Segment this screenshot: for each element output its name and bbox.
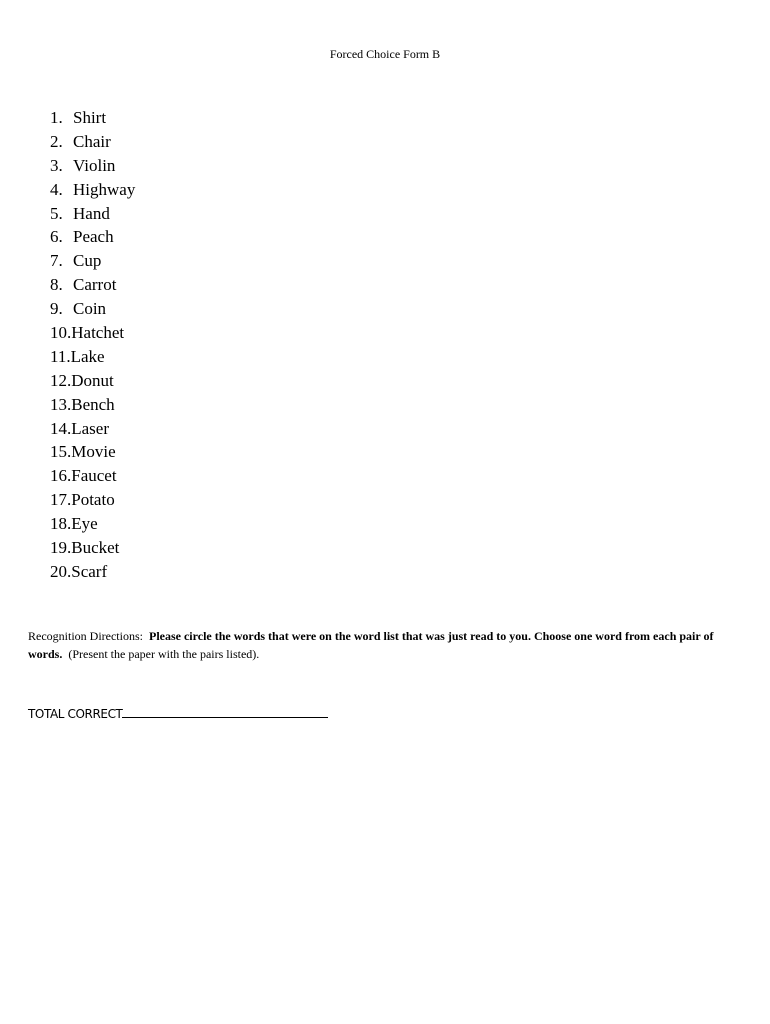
item-number: 14. xyxy=(50,418,72,438)
total-correct-label: TOTAL CORRECT xyxy=(28,707,123,721)
item-number: 11. xyxy=(50,346,71,366)
item-word: Laser xyxy=(71,418,110,438)
item-word: Bucket xyxy=(71,538,120,558)
item-number: 9. xyxy=(50,299,63,319)
list-item xyxy=(50,130,135,154)
item-number: 12. xyxy=(50,370,72,390)
page-title: Forced Choice Form B xyxy=(329,47,441,61)
list-item xyxy=(50,249,135,273)
item-number: 10. xyxy=(50,323,72,343)
item-word: Bench xyxy=(71,394,115,414)
item-number: 18. xyxy=(50,514,72,534)
list-item xyxy=(50,560,135,584)
list-item xyxy=(50,297,135,321)
total-correct-blank xyxy=(122,706,328,718)
item-number: 13. xyxy=(50,394,72,414)
list-item xyxy=(50,369,135,393)
total-correct-line xyxy=(28,706,328,722)
list-item xyxy=(50,178,135,202)
item-number: 5. xyxy=(50,203,63,223)
list-item xyxy=(50,106,135,130)
item-number: 19. xyxy=(50,538,72,558)
list-item xyxy=(50,440,135,464)
item-word: Movie xyxy=(71,442,116,462)
list-item xyxy=(50,417,135,441)
item-word: Donut xyxy=(71,370,114,390)
directions-note: (Present the paper with the pairs listed). xyxy=(68,647,260,661)
item-number: 8. xyxy=(50,275,63,295)
item-word: Scarf xyxy=(71,561,108,581)
directions-instruction: Please circle the words that were on the word list that was just read to you. Choose one word from each pair of words. xyxy=(28,629,714,661)
item-number: 2. xyxy=(50,131,63,151)
list-item xyxy=(50,273,135,297)
word-list xyxy=(50,106,135,584)
item-word: Cup xyxy=(73,251,102,271)
list-item xyxy=(50,321,135,345)
item-number: 17. xyxy=(50,490,72,510)
item-word: Chair xyxy=(73,131,111,151)
list-item xyxy=(50,393,135,417)
list-item xyxy=(50,512,135,536)
directions-label: Recognition Directions: xyxy=(28,629,143,643)
item-word: Coin xyxy=(73,299,107,319)
item-word: Violin xyxy=(73,155,116,175)
item-number: 1. xyxy=(50,108,63,127)
list-item xyxy=(50,464,135,488)
item-word: Carrot xyxy=(73,275,117,295)
item-word: Eye xyxy=(71,514,98,534)
item-word: Shirt xyxy=(73,108,107,127)
item-number: 15. xyxy=(50,442,72,462)
item-word: Faucet xyxy=(71,466,117,486)
list-item xyxy=(50,202,135,226)
item-number: 4. xyxy=(50,179,63,199)
item-number: 6. xyxy=(50,227,63,247)
item-word: Potato xyxy=(71,490,115,510)
item-word: Hatchet xyxy=(71,323,125,343)
list-item xyxy=(50,345,135,369)
item-word: Highway xyxy=(73,179,136,199)
list-item xyxy=(50,488,135,512)
item-word: Lake xyxy=(70,346,105,366)
item-number: 7. xyxy=(50,251,63,271)
item-number: 16. xyxy=(50,466,72,486)
recognition-directions xyxy=(28,627,744,663)
item-word: Peach xyxy=(73,227,114,247)
item-word: Hand xyxy=(73,203,110,223)
list-item xyxy=(50,154,135,178)
item-number: 3. xyxy=(50,155,63,175)
item-number: 20. xyxy=(50,561,72,581)
list-item xyxy=(50,225,135,249)
list-item xyxy=(50,536,135,560)
